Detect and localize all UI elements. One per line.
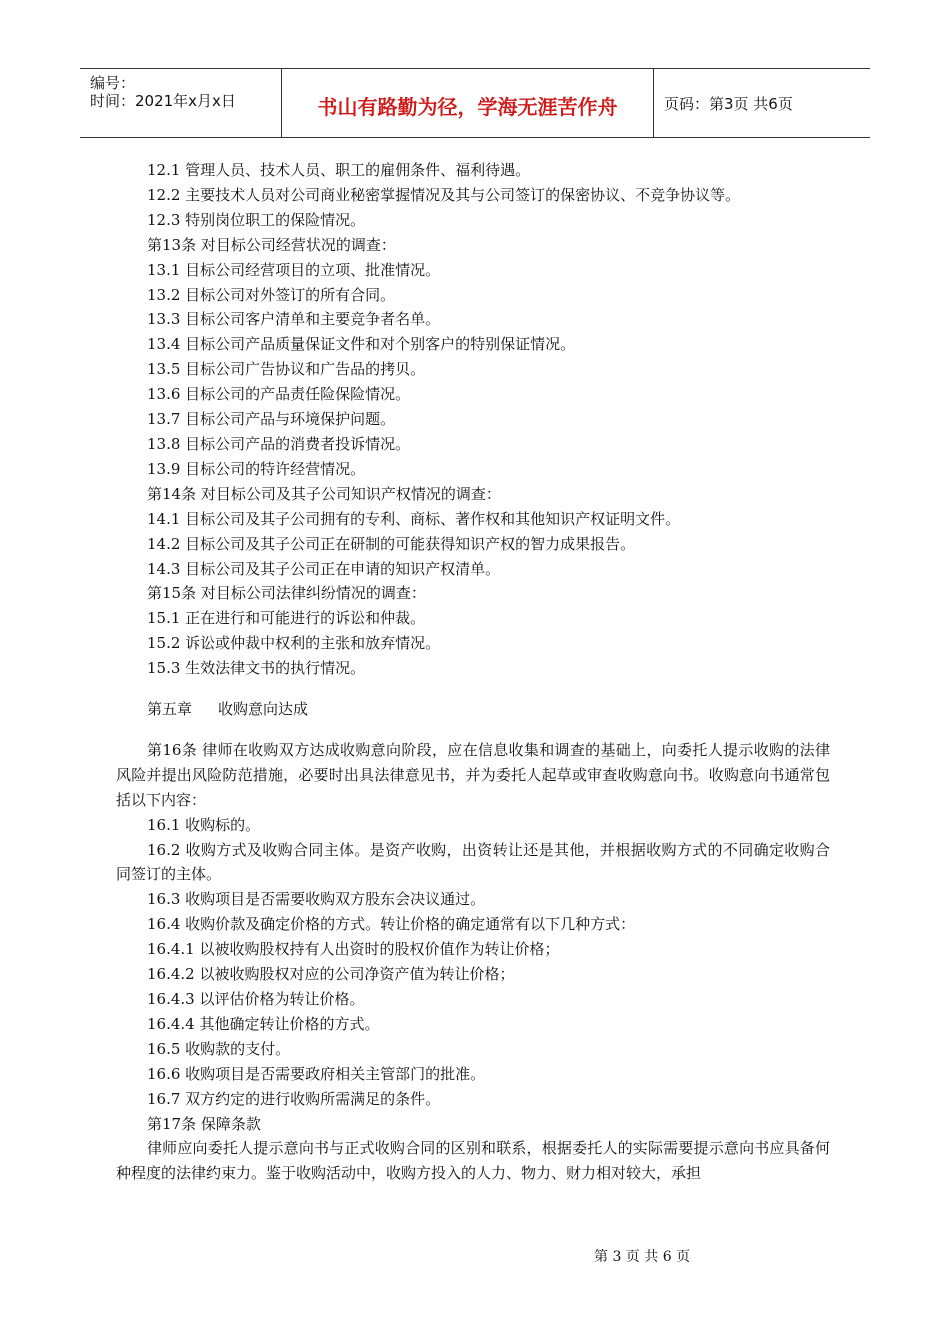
body-line: 16.4.1 以被收购股权持有人出资时的股权价值作为转让价格； [147,940,560,959]
body-line: 15.3 生效法律文书的执行情况。 [147,659,366,678]
header-meta-cell [80,69,282,137]
header-motto-cell [282,69,654,137]
serial-label: 编号： [90,74,136,92]
body-line: 13.3 目标公司客户清单和主要竞争者名单。 [147,310,441,329]
body-line: 12.1 管理人员、技术人员、职工的雇佣条件、福利待遇。 [147,161,531,179]
body-line: 16.4 收购价款及确定价格的方式。转让价格的确定通常有以下几种方式： [147,915,636,934]
chapter-title: 收购意向达成 [218,700,309,719]
document-body [116,158,830,1186]
article-heading: 第17条 保障条款 [147,1114,261,1133]
body-line: 13.7 目标公司产品与环境保护问题。 [147,410,396,429]
body-line: 13.4 目标公司产品质量保证文件和对个别客户的特别保证情况。 [147,335,576,354]
motto-text: 书山有路勤为径，学海无涯苦作舟 [317,95,618,119]
body-line: 13.2 目标公司对外签订的所有合同。 [147,285,396,304]
body-line: 16.3 收购项目是否需要收购双方股东会决议通过。 [147,890,486,909]
body-line: 16.6 收购项目是否需要政府相关主管部门的批准。 [147,1064,486,1083]
body-line: 16.1 收购标的。 [147,815,261,834]
body-line: 13.6 目标公司的产品责任险保险情况。 [147,385,411,404]
body-line: 16.4.2 以被收购股权对应的公司净资产值为转让价格； [147,965,515,984]
body-line: 16.4.4 其他确定转让价格的方式。 [147,1014,380,1033]
article-17-paragraph: 律师应向委托人提示意向书与正式收购合同的区别和联系，根据委托人的实际需要提示意向书应具备何种程度的法律约束力。鉴于收购活动中，收购方投入的人力、物力、财力相对较大，承担 [116,1139,830,1183]
article-heading: 第15条 对目标公司法律纠纷情况的调查： [147,584,426,603]
body-line: 13.8 目标公司产品的消费者投诉情况。 [147,434,411,453]
body-line: 13.1 目标公司经营项目的立项、批准情况。 [147,260,441,279]
chapter-number: 第五章 [147,700,193,719]
article-heading: 第13条 对目标公司经营状况的调查： [147,235,396,254]
body-line: 14.2 目标公司及其子公司正在研制的可能获得知识产权的智力成果报告。 [147,534,636,553]
body-line: 16.7 双方约定的进行收购所需满足的条件。 [147,1089,441,1108]
page-info: 页码：第3页 共6页 [664,95,793,113]
body-line: 12.3 特别岗位职工的保险情况。 [147,210,366,229]
body-line: 16.5 收购款的支付。 [147,1039,291,1058]
body-line: 16.2 收购方式及收购合同主体。是资产收购，出资转让还是其他，并根据收购方式的不同确定收购合同签订的主体。 [116,840,830,884]
article-16-paragraph: 第16条 律师在收购双方达成收购意向阶段，应在信息收集和调查的基础上，向委托人提示收购的法律风险并提出风险防范措施，必要时出具法律意见书，并为委托人起草或审查收购意向书。收购意向书通常包括以下内容： [116,740,830,809]
header-page-cell [654,69,870,137]
time-label: 时间：2021年x月x日 [90,92,236,110]
document-header [80,68,870,138]
body-line: 15.2 诉讼或仲裁中权利的主张和放弃情况。 [147,634,441,653]
footer-page-number: 第 3 页 共 6 页 [594,1249,691,1265]
chapter-heading [116,697,830,722]
article-heading: 第14条 对目标公司及其子公司知识产权情况的调查： [147,484,501,503]
body-line: 15.1 正在进行和可能进行的诉讼和仲裁。 [147,609,426,628]
body-line: 13.5 目标公司广告协议和广告品的拷贝。 [147,360,426,379]
body-line: 12.2 主要技术人员对公司商业秘密掌握情况及其与公司签订的保密协议、不竞争协议等。 [147,185,741,204]
body-line: 16.4.3 以评估价格为转让价格。 [147,990,365,1008]
body-line: 14.1 目标公司及其子公司拥有的专利、商标、著作权和其他知识产权证明文件。 [147,509,681,528]
body-line: 14.3 目标公司及其子公司正在申请的知识产权清单。 [147,559,501,578]
body-line: 13.9 目标公司的特许经营情况。 [147,459,366,478]
